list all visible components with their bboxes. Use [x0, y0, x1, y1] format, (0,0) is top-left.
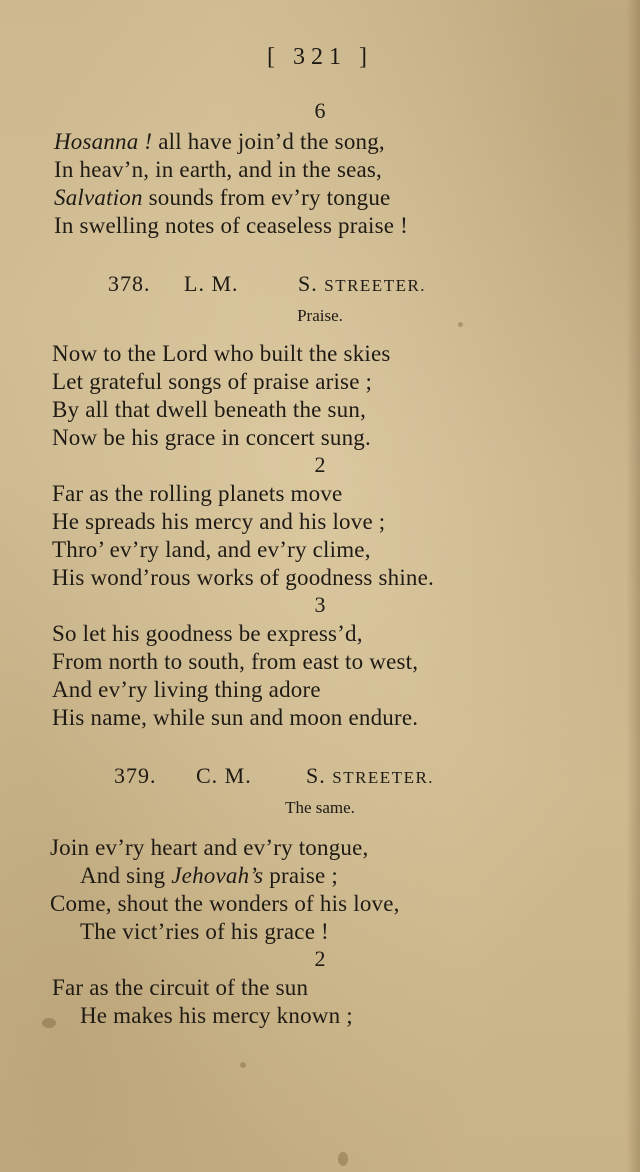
verse-line: By all that dwell beneath the sun, [52, 397, 367, 422]
verse-line-text: And sing [80, 863, 172, 888]
italic-word: Salvation [54, 185, 143, 210]
hymn-number: 378. [108, 271, 151, 296]
verse-line: Let grateful songs of praise arise ; [52, 369, 373, 394]
verse-line: From north to south, from east to west, [52, 649, 419, 674]
verse-line [54, 184, 390, 212]
page-edge-shadow [626, 0, 640, 1172]
verse-line-text: praise ; [263, 863, 338, 888]
verse-line: And ev’ry living thing adore [52, 677, 321, 702]
verse-line: Now to the Lord who built the skies [52, 341, 391, 366]
author-initial: S. [298, 271, 318, 296]
hymn-meter: L. M. [184, 271, 239, 296]
verse-line: Thro’ ev’ry land, and ev’ry clime, [52, 537, 371, 562]
hymn-meter: C. M. [196, 763, 252, 788]
italic-word: Hosanna ! [54, 129, 153, 154]
hymn-author [306, 762, 434, 792]
verse-line: Far as the circuit of the sun [52, 975, 309, 1000]
verse-line: In heav’n, in earth, and in the seas, [54, 157, 383, 182]
verse-line: His name, while sun and moon endure. [52, 705, 419, 730]
verse-line: In swelling notes of ceaseless praise ! [54, 213, 408, 238]
verse-line: Now be his grace in concert sung. [52, 425, 371, 450]
hymn-author [298, 270, 426, 300]
verse-number: 2 [314, 946, 326, 971]
hymn-subtitle: The same. [285, 798, 355, 817]
verse-number: 2 [314, 452, 326, 477]
verse-line: So let his goodness be express’d, [52, 621, 363, 646]
verse-line: His wond’rous works of goodness shine. [52, 565, 434, 590]
verse-line-text: sounds from ev’ry tongue [142, 185, 391, 210]
author-name: STREETER. [324, 276, 427, 295]
italic-word: Jehovah’s [171, 863, 264, 888]
hymn-subtitle: Praise. [297, 306, 343, 325]
verse-line: Far as the rolling planets move [52, 481, 343, 506]
verse-line: Come, shout the wonders of his love, [50, 891, 400, 916]
verse-line: He makes his mercy known ; [80, 1003, 353, 1028]
verse-number: 3 [314, 592, 326, 617]
verse-line [54, 128, 385, 156]
page-number: [ 321 ] [267, 44, 373, 70]
verse-number: 6 [314, 98, 326, 123]
author-name: STREETER. [332, 768, 435, 787]
verse-line: He spreads his mercy and his love ; [52, 509, 386, 534]
verse-line: The vict’ries of his grace ! [80, 919, 329, 944]
foxing-spot [42, 1018, 56, 1028]
foxing-spot [240, 1062, 246, 1068]
author-initial: S. [306, 763, 326, 788]
verse-line: Join ev’ry heart and ev’ry tongue, [50, 835, 369, 860]
foxing-spot [338, 1152, 348, 1166]
verse-line-text: all have join’d the song, [152, 129, 385, 154]
hymn-number: 379. [114, 763, 157, 788]
verse-line [80, 862, 338, 890]
